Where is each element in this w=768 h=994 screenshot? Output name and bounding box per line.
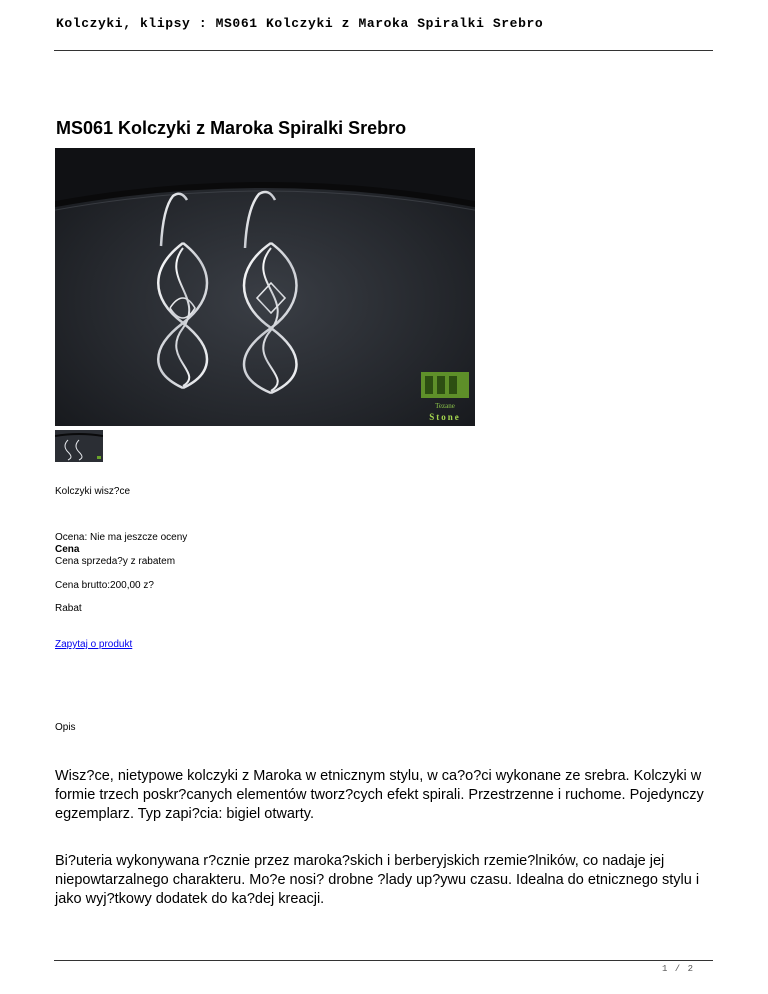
header-divider	[54, 50, 713, 51]
footer-divider	[54, 960, 713, 961]
price-heading: Cena	[55, 544, 80, 555]
category-label: Kolczyki wisz?ce	[55, 486, 131, 497]
price-gross: Cena brutto:200,00 z?	[55, 580, 154, 591]
price-heading-wrap	[55, 544, 79, 556]
ask-link-wrap	[55, 639, 132, 651]
description-heading: Opis	[55, 722, 76, 733]
running-header: Kolczyki, klipsy : MS061 Kolczyki z Maroka Spiralki Srebro	[56, 16, 544, 31]
price-type: Cena sprzeda?y z rabatem	[55, 556, 176, 567]
description-paragraph-2: Bi?uteria wykonywana r?cznie przez maroka?skich i berberyjskich rzemie?lników, co nadaje jej niepowtarzalnego charakteru. Mo?e nosi? drobne ?lady up?ywu czasu. Idealna do etnicznego stylu i jako wyj?tkowy dodatek do ka?dej kreacji.	[55, 853, 700, 907]
product-photo[interactable]	[55, 148, 475, 426]
svg-text:Tezane: Tezane	[435, 402, 455, 410]
rating-text: Ocena: Nie ma jeszcze oceny	[55, 532, 188, 543]
page-indicator: 1 / 2	[662, 964, 695, 974]
product-thumbnail[interactable]	[55, 430, 103, 462]
description-paragraph-1: Wisz?ce, nietypowe kolczyki z Maroka w etnicznym stylu, w ca?o?ci wykonane ze srebra. Kolczyki w formie trzech poskr?canych elementów tworz?cych efekt spirali. Przestrzenne i ruchome. Pojedynczy egzemplarz. Typ zapi?cia: bigiel otwarty.	[55, 768, 704, 822]
discount-label: Rabat	[55, 603, 82, 614]
ask-about-product-link[interactable]: Zapytaj o produkt	[55, 639, 133, 650]
product-title: MS061 Kolczyki z Maroka Spiralki Srebro	[56, 118, 407, 138]
svg-text:Stone: Stone	[429, 412, 461, 422]
